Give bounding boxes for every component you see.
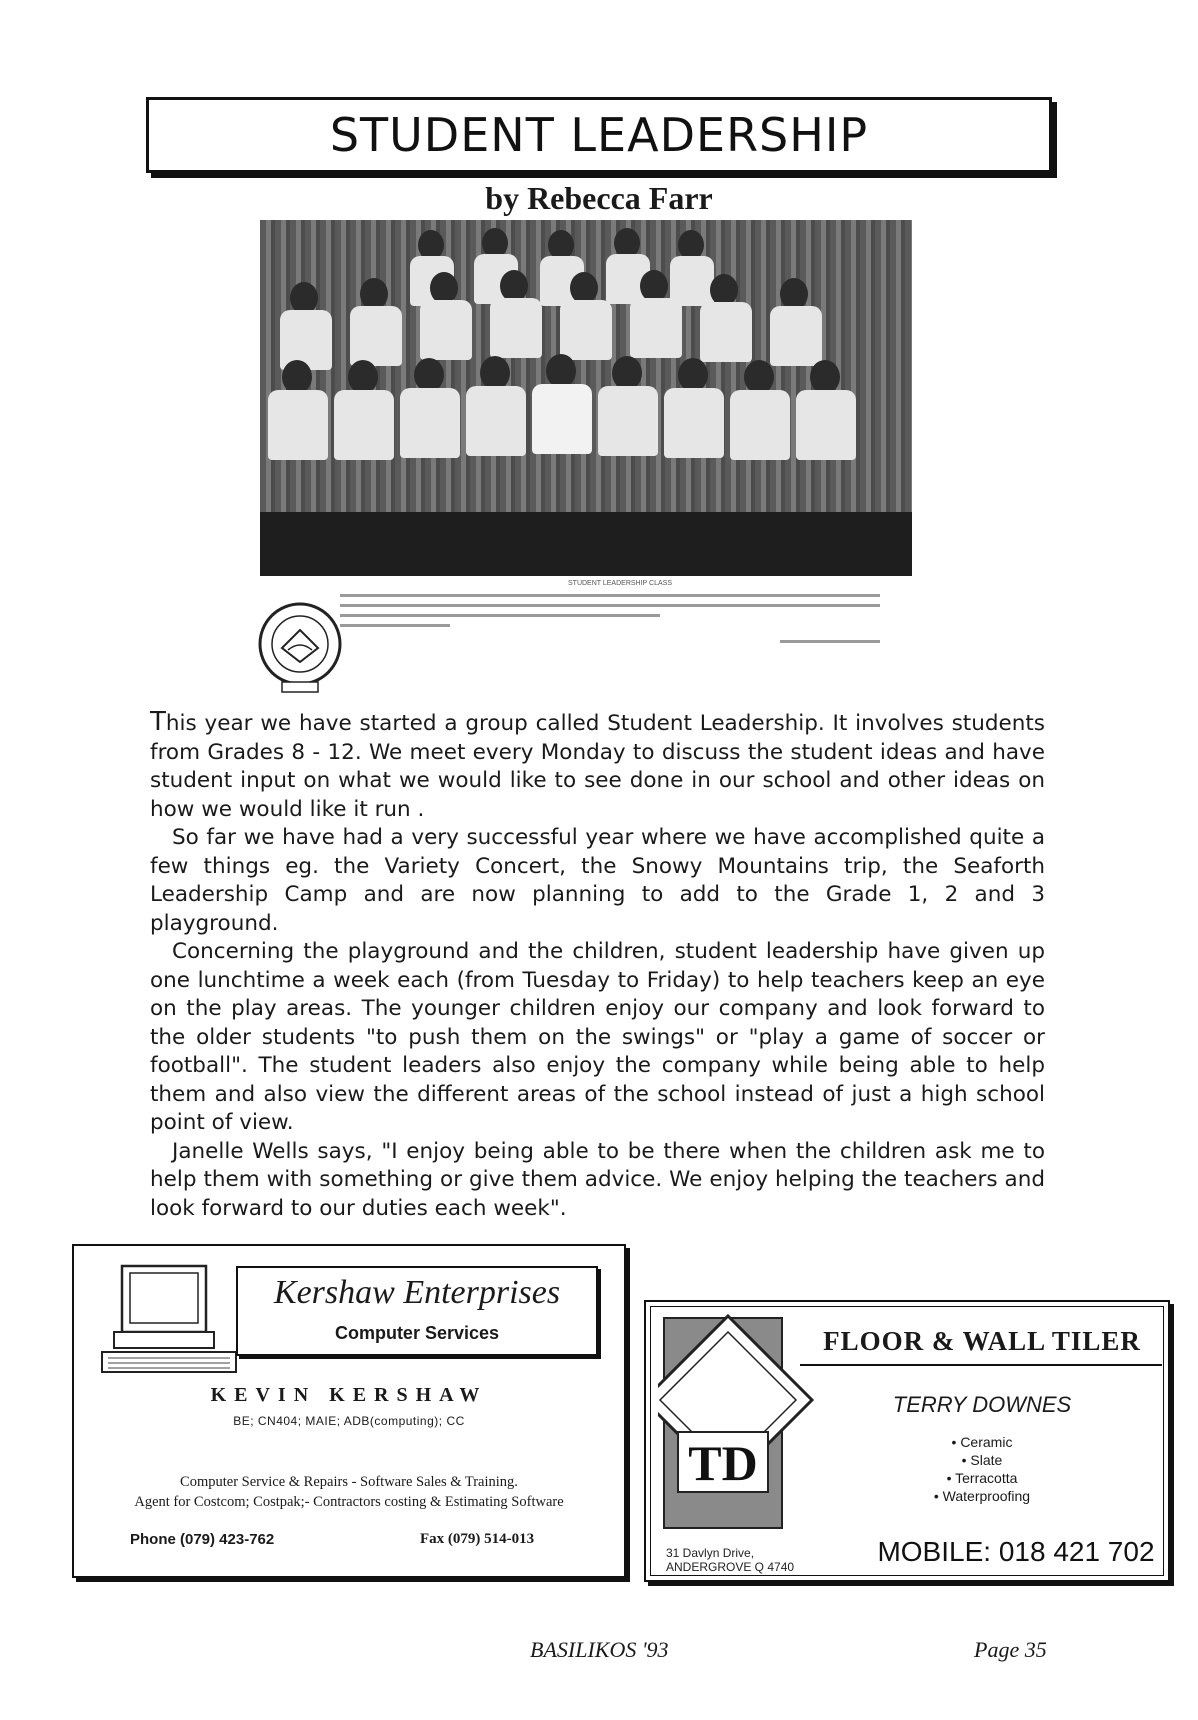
mobile-number: MOBILE: 018 421 702: [877, 1536, 1155, 1567]
heading-divider: [800, 1364, 1162, 1366]
page-title: STUDENT LEADERSHIP: [329, 108, 869, 162]
address-line: ANDERGROVE Q 4740: [666, 1560, 795, 1574]
caption-line: [340, 624, 450, 627]
fax-number: Fax (079) 514-013: [420, 1531, 535, 1547]
photo-caption-heading: STUDENT LEADERSHIP CLASS: [568, 580, 672, 587]
agent-line: Agent for Costcom; Costpak;- Contractors costing & Estimating Software: [134, 1494, 564, 1510]
drop-cap: T: [150, 707, 166, 737]
article-paragraph: Concerning the playground and the children, student leadership have given up one lunchtime a week each (from Tuesday to Friday) to help teachers keep an eye on the play areas. The younger children enjoy our company and look forward to the older students "to push them on the swings" or "play a game of soccer or football". The student leaders also enjoy the company while being able to help them and also view the different areas of the school instead of just a high school point of view.: [150, 939, 1045, 1135]
tiler-address: [666, 1546, 794, 1574]
photo-floor: [260, 512, 912, 576]
caption-line: [340, 614, 660, 617]
publication-name: BASILIKOS '93: [530, 1637, 669, 1662]
business-name: Kershaw Enterprises: [273, 1274, 561, 1311]
kershaw-advertisement: [72, 1244, 626, 1578]
services-line: Computer Service & Repairs - Software Sales & Training.: [180, 1474, 518, 1490]
td-logo-text: TD: [688, 1435, 758, 1491]
tiler-name: TERRY DOWNES: [892, 1392, 1072, 1417]
article-paragraph: So far we have had a very successful year where we have accomplished quite a few things eg. the Variety Concert, the Snowy Mountains trip, the Seaforth Leadership Camp and are now planning to add to the Grade 1, 2 and 3 playground.: [150, 825, 1045, 936]
qualifications: BE; CN404; MAIE; ADB(computing); CC: [233, 1414, 465, 1428]
business-service: Computer Services: [334, 1323, 500, 1343]
college-seal-icon: [252, 600, 348, 696]
phone-number: Phone (079) 423-762: [130, 1531, 275, 1548]
page-number: Page 35: [974, 1637, 1047, 1662]
group-photo: [260, 220, 912, 576]
service-item: • Slate: [961, 1452, 1003, 1468]
byline: by Rebecca Farr: [485, 180, 713, 216]
photo-caption: [340, 580, 900, 650]
caption-line: [780, 640, 880, 643]
service-item: • Waterproofing: [933, 1488, 1031, 1504]
tiler-advertisement: [644, 1300, 1170, 1582]
caption-line: [340, 594, 880, 597]
proprietor-name: KEVIN KERSHAW: [210, 1384, 488, 1406]
service-item: • Ceramic: [951, 1434, 1013, 1450]
article-body: [150, 708, 1045, 1223]
address-line: 31 Davlyn Drive,: [666, 1546, 755, 1560]
kershaw-name-box: [236, 1266, 598, 1356]
article-paragraph: This year we have started a group called Student Leadership. It involves students from Grades 8 - 12. We meet every Monday to discuss the student ideas and have student input on what we would like to see done in our school and other ideas on how we would like it run .: [150, 707, 1045, 822]
caption-line: [340, 604, 880, 607]
tiler-heading: FLOOR & WALL TILER: [823, 1326, 1141, 1356]
article-paragraph: Janelle Wells says, "I enjoy being able to be there when the children ask me to help them with something or give them advice. We enjoy helping the teachers and look forward to our duties each week".: [150, 1138, 1045, 1221]
title-box: [146, 97, 1052, 173]
service-item: • Terracotta: [946, 1470, 1018, 1486]
